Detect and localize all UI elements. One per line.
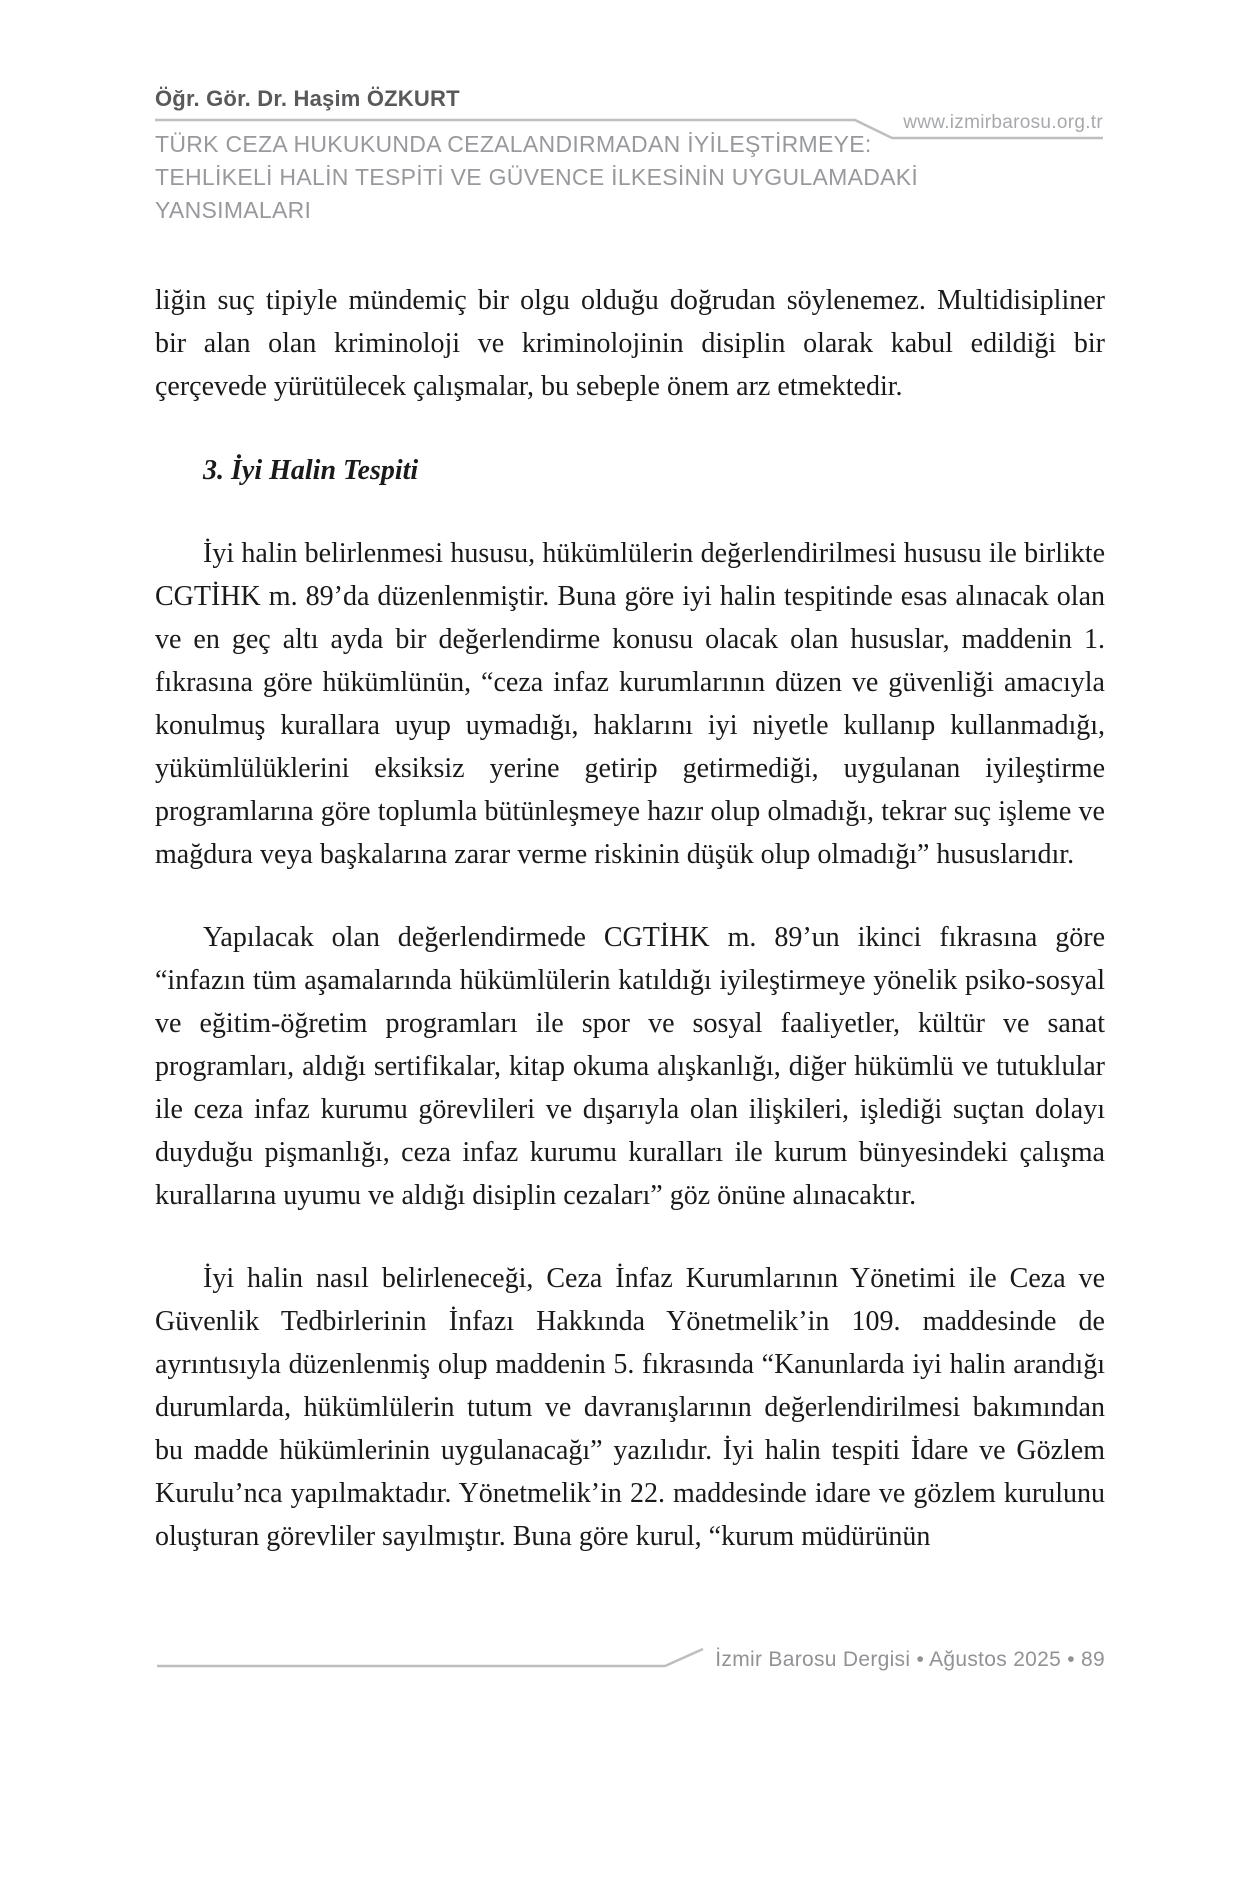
article-title-line1: TÜRK CEZA HUKUKUNDA CEZALANDIRMADAN İYİLEŞTİRMEYE: [155, 131, 872, 157]
page-footer [155, 1644, 1105, 1684]
journal-footer-text: İzmir Barosu Dergisi • Ağustos 2025 • 89 [707, 1647, 1105, 1673]
paragraph-yonetmelik-109: İyi halin nasıl belirleneceği, Ceza İnfaz Kurumlarının Yönetimi ile Ceza ve Güvenlik Tedbirlerinin İnfazı Hakkında Yönetmelik’in 109. maddesinde de ayrıntısıyla düzenlenmiş olup maddenin 5. fıkrasında “Kanunlarda iyi halin arandığı durumlarda, hükümlülerin tutum ve davranışlarının değerlendirilmesi bakımından bu madde hükümlerinin uygulanacağı” yazılıdır. İyi halin tespiti İdare ve Gözlem Kurulu’nca yapılmaktadır. Yönetmelik’in 22. maddesinde idare ve gözlem kurulunu oluşturan görevliler sayılmıştır. Buna göre kurul, “kurum müdürünün [155, 1263, 1105, 1552]
section-heading: 3. İyi Halin Tespiti [203, 455, 419, 486]
article-title-line2: TEHLİKELİ HALİN TESPİTİ VE GÜVENCE İLKESİNİN UYGULAMADAKİ YANSIMALARI [155, 164, 919, 223]
website-url: www.izmirbarosu.org.tr [903, 112, 1103, 133]
author-name: Öğr. Gör. Dr. Haşim ÖZKURT [155, 86, 460, 111]
header-rule [155, 114, 1105, 144]
page-header [155, 0, 1105, 227]
paragraph-degerlendirme-ikinci-fikra: Yapılacak olan değerlendirmede CGTİHK m. 89’un ikinci fıkrasına göre “infazın tüm aşamalarında hükümlülerin katıldığı iyileştirmeye yönelik psiko-sosyal ve eğitim-öğretim programları ile spor ve sosyal faaliyetler, kültür ve sanat programları, aldığı sertifikalar, kitap okuma alışkanlığı, diğer hükümlü ve tutuklular ile ceza infaz kurumu görevlileri ve dışarıyla olan ilişkileri, işlediği suçtan dolayı duyduğu pişmanlığı, ceza infaz kurumu kuralları ile kurum bünyesindeki çalışma kurallarına uyumu ve aldığı disiplin cezaları” göz önüne alınacaktır. [155, 922, 1105, 1211]
article-body [155, 279, 1105, 1558]
paragraph-iyi-halin-belirlenmesi: İyi halin belirlenmesi hususu, hükümlülerin değerlendirilmesi hususu ile birlikte CGTİHK m. 89’da düzenlenmiştir. Buna göre iyi halin tespitinde esas alınacak olan ve en geç altı ayda bir değerlendirme konusu olacak olan hususlar, maddenin 1. fıkrasına göre hükümlünün, “ceza infaz kurumlarının düzen ve güvenliği amacıyla konulmuş kurallara uyup uymadığı, haklarını iyi niyetle kullanıp kullanmadığı, yükümlülüklerini eksiksiz yerine getirip getirmediği, uygulanan iyileştirme programlarına göre toplumla bütünleşmeye hazır olup olmadığı, tekrar suç işleme ve mağdura veya başkalarına zarar verme riskinin düşük olup olmadığı” hususlarıdır. [155, 538, 1105, 870]
paragraph-continuation: liğin suç tipiyle mündemiç bir olgu olduğu doğrudan söylenemez. Multidisipliner bir alan olan kriminoloji ve kriminolojinin disiplin olarak kabul edildiği bir çerçevede yürütülecek çalışmalar, bu sebeple önem arz etmektedir. [155, 285, 1105, 402]
